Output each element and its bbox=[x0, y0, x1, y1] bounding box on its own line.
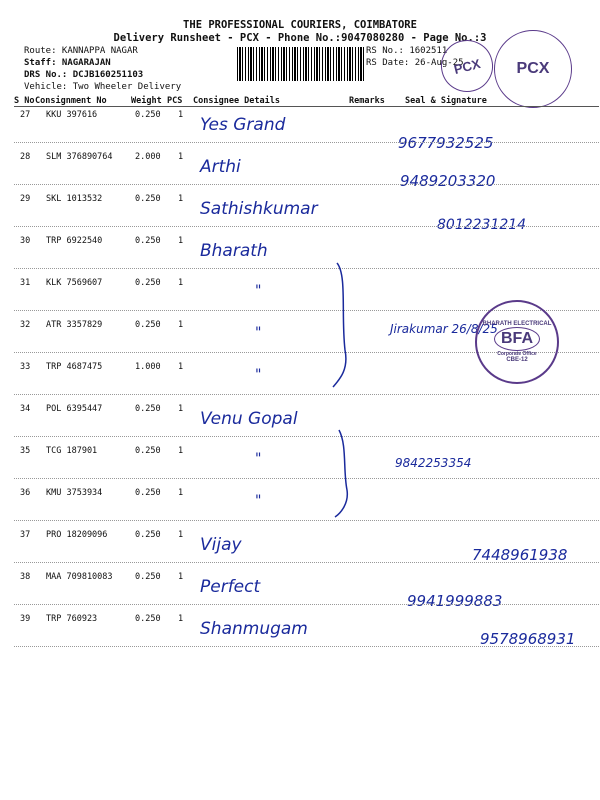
row-signature-handwritten: 9578968931 bbox=[480, 630, 576, 648]
row-consignment: ATR 3357829 bbox=[46, 320, 103, 330]
row-sno: 31 bbox=[20, 278, 31, 288]
row-consignee-handwritten: " bbox=[255, 325, 262, 341]
row-signature-handwritten: 9842253354 bbox=[395, 456, 472, 470]
document-subtitle: Delivery Runsheet - PCX - Phone No.:9047080280 - Page No.:3 bbox=[113, 32, 487, 44]
row-divider bbox=[14, 562, 599, 563]
row-divider bbox=[14, 478, 599, 479]
row-weight: 0.250 bbox=[135, 320, 161, 330]
barcode bbox=[237, 47, 364, 81]
vehicle: Vehicle: Two Wheeler Delivery bbox=[24, 82, 182, 92]
row-divider bbox=[14, 394, 599, 395]
row-weight: 0.250 bbox=[135, 404, 161, 414]
row-consignment: TRP 4687475 bbox=[46, 362, 103, 372]
row-pcs: 1 bbox=[178, 278, 184, 288]
row-consignment: KKU 397616 bbox=[46, 110, 98, 120]
row-pcs: 1 bbox=[178, 446, 184, 456]
col-sno: S No bbox=[14, 96, 35, 106]
row-consignment: KMU 3753934 bbox=[46, 488, 103, 498]
row-pcs: 1 bbox=[178, 614, 184, 624]
row-consignment: TRP 760923 bbox=[46, 614, 98, 624]
row-pcs: 1 bbox=[178, 194, 184, 204]
staff: Staff: NAGARAJAN bbox=[24, 58, 111, 68]
row-pcs: 1 bbox=[178, 110, 184, 120]
row-divider bbox=[14, 142, 599, 143]
row-pcs: 1 bbox=[178, 404, 184, 414]
row-signature-handwritten: Jirakumar 26/8/25 bbox=[390, 322, 498, 336]
row-consignee-handwritten: Venu Gopal bbox=[200, 409, 298, 429]
row-signature-handwritten: 9677932525 bbox=[398, 134, 494, 152]
drs-number: DRS No.: DCJB160251103 bbox=[24, 70, 144, 80]
row-consignee-handwritten: " bbox=[255, 283, 262, 299]
row-sno: 39 bbox=[20, 614, 31, 624]
row-pcs: 1 bbox=[178, 530, 184, 540]
row-divider bbox=[14, 520, 599, 521]
rs-number: RS No.: 1602511 bbox=[366, 46, 448, 56]
row-consignee-handwritten: Yes Grand bbox=[200, 115, 286, 135]
row-consignment: MAA 709810083 bbox=[46, 572, 113, 582]
col-consignee: Consignee Details bbox=[193, 96, 280, 106]
document-title: THE PROFESSIONAL COURIERS, COIMBATORE bbox=[183, 19, 417, 31]
row-weight: 0.250 bbox=[135, 530, 161, 540]
row-pcs: 1 bbox=[178, 488, 184, 498]
row-sno: 30 bbox=[20, 236, 31, 246]
row-divider bbox=[14, 184, 599, 185]
row-consignee-handwritten: Bharath bbox=[200, 241, 268, 261]
row-sno: 36 bbox=[20, 488, 31, 498]
row-pcs: 1 bbox=[178, 572, 184, 582]
pcx-stamp-small: PCX bbox=[435, 34, 498, 97]
row-pcs: 1 bbox=[178, 236, 184, 246]
row-consignment: SKL 1013532 bbox=[46, 194, 103, 204]
row-weight: 0.250 bbox=[135, 572, 161, 582]
row-signature-handwritten: 7448961938 bbox=[472, 546, 568, 564]
row-weight: 0.250 bbox=[135, 194, 161, 204]
header-rule bbox=[14, 106, 599, 107]
row-pcs: 1 bbox=[178, 320, 184, 330]
row-weight: 2.000 bbox=[135, 152, 161, 162]
row-consignment: POL 6395447 bbox=[46, 404, 103, 414]
row-consignee-handwritten: Perfect bbox=[200, 577, 261, 597]
row-consignment: KLK 7569607 bbox=[46, 278, 103, 288]
row-divider bbox=[14, 604, 599, 605]
row-signature-handwritten: 8012231214 bbox=[437, 217, 527, 233]
pcx-stamp-large: PCX bbox=[494, 30, 572, 108]
col-pcs: PCS bbox=[167, 96, 183, 106]
row-pcs: 1 bbox=[178, 152, 184, 162]
row-consignment: SLM 376890764 bbox=[46, 152, 113, 162]
row-consignee-handwritten: " bbox=[255, 451, 262, 467]
row-consignee-handwritten: Sathishkumar bbox=[200, 199, 318, 219]
row-divider bbox=[14, 226, 599, 227]
row-consignee-handwritten: " bbox=[255, 493, 262, 509]
row-weight: 0.250 bbox=[135, 446, 161, 456]
row-sno: 28 bbox=[20, 152, 31, 162]
rs-date: RS Date: 26-Aug-25 bbox=[366, 58, 464, 68]
row-weight: 1.000 bbox=[135, 362, 161, 372]
bracket-marks bbox=[325, 255, 355, 535]
row-sno: 34 bbox=[20, 404, 31, 414]
row-sno: 33 bbox=[20, 362, 31, 372]
row-weight: 0.250 bbox=[135, 614, 161, 624]
row-divider bbox=[14, 436, 599, 437]
row-consignee-handwritten: Arthi bbox=[200, 157, 241, 177]
row-divider bbox=[14, 268, 599, 269]
col-consignment: Consignment No bbox=[35, 96, 107, 106]
bfa-stamp: BHARATH ELECTRICAL BFA Corporate Office CBE-12 bbox=[475, 300, 559, 384]
row-weight: 0.250 bbox=[135, 110, 161, 120]
row-weight: 0.250 bbox=[135, 278, 161, 288]
table-header bbox=[14, 96, 599, 106]
row-sno: 29 bbox=[20, 194, 31, 204]
route: Route: KANNAPPA NAGAR bbox=[24, 46, 138, 56]
row-consignee-handwritten: " bbox=[255, 367, 262, 383]
row-consignment: PRO 18209096 bbox=[46, 530, 108, 540]
row-consignment: TCG 187901 bbox=[46, 446, 98, 456]
row-signature-handwritten: 9489203320 bbox=[400, 172, 496, 190]
row-consignment: TRP 6922540 bbox=[46, 236, 103, 246]
row-consignee-handwritten: Vijay bbox=[200, 535, 242, 555]
row-pcs: 1 bbox=[178, 362, 184, 372]
col-seal: Seal & Signature bbox=[405, 96, 487, 106]
row-sno: 35 bbox=[20, 446, 31, 456]
row-sno: 38 bbox=[20, 572, 31, 582]
row-consignee-handwritten: Shanmugam bbox=[200, 619, 308, 639]
row-weight: 0.250 bbox=[135, 236, 161, 246]
row-signature-handwritten: 9941999883 bbox=[407, 592, 503, 610]
col-weight: Weight bbox=[131, 96, 162, 106]
row-sno: 37 bbox=[20, 530, 31, 540]
col-remarks: Remarks bbox=[349, 96, 385, 106]
row-sno: 32 bbox=[20, 320, 31, 330]
row-sno: 27 bbox=[20, 110, 31, 120]
row-weight: 0.250 bbox=[135, 488, 161, 498]
row-divider bbox=[14, 646, 599, 647]
